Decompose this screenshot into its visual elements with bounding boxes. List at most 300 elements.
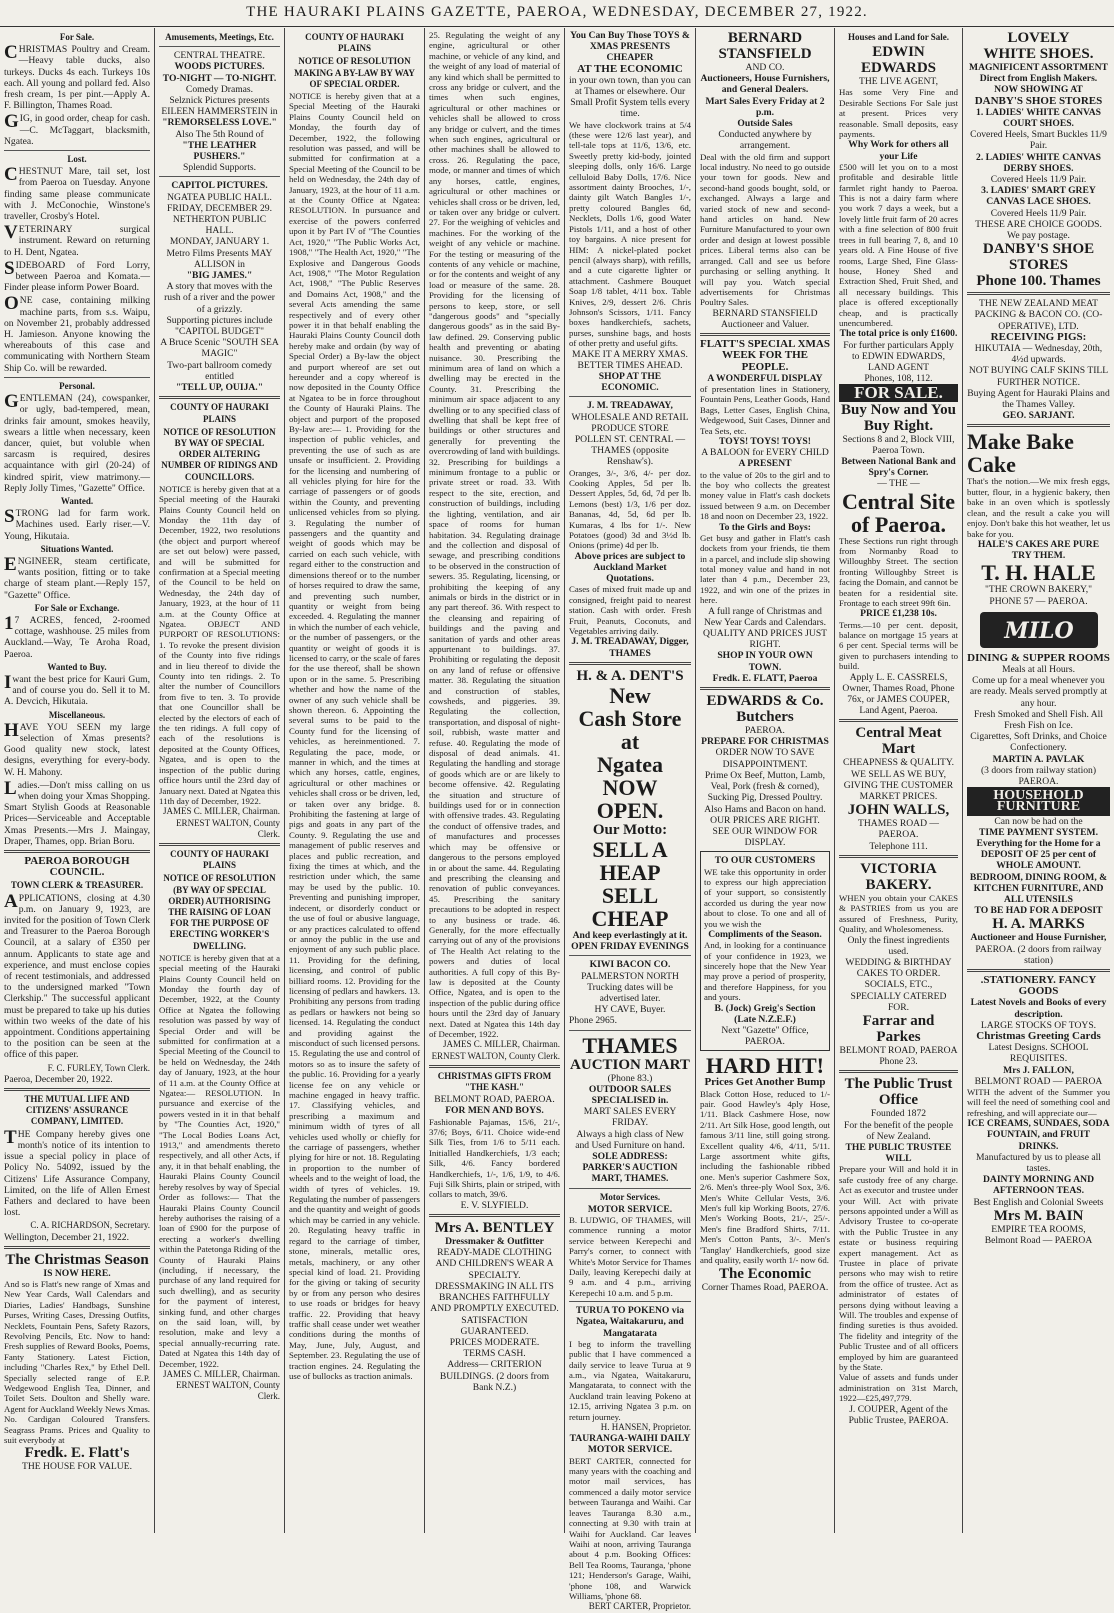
ad-body: Oranges, 3/-, 3/6, 4/- per doz. Cooking Apples, 5d per lb. Dessert Apples, 5d, 6d, 7d per lb. Lemons (best) 1/3, 1/6 per doz. Bananas, 4d, 5d, 6d per lb. Kumaras, 4 lbs for 1/-. New Potatoes (good) 3d and 3½d lb. Onions (prime) 4d per lb. (569, 467, 691, 551)
phone-number: PHONE 57 — PAEROA. (989, 595, 1088, 607)
ad-line: DRESSMAKING IN ALL ITS BRANCHES FAITHFULLY AND PROMPTLY EXECUTED. (430, 1280, 559, 1315)
ad-body: Deal with the old firm and support local industry. No need to go outside your town for goods. New and second-hand goods bought, sold, or exchanged. Always a large and varied stock of new and second-hand articles on hand. New Furniture Manufactured to your own order and design at lowest possible prices. Liberal terms also can be arranged. Call and see us before purchasing or selling anything. It will pay you. Watch special advertisements for Christmas Poultry Sales. (700, 151, 830, 308)
phone-number: Telephone 111. (869, 840, 928, 852)
ad-line: Buying Agent for Hauraki Plains and the Thames Valley. (967, 387, 1110, 411)
ad-headline: CAPITOL PICTURES. (171, 180, 268, 192)
ad-headline: THAMES (582, 1032, 678, 1058)
ad-headline: AUCTION MART (570, 1056, 690, 1073)
ad-date: MONDAY, JANUARY 1. (169, 236, 270, 248)
ad-line: Metro Films Presents MAY ALLISON in (166, 247, 273, 270)
ad-line: TERMS CASH. (463, 1348, 526, 1360)
ad-body: Cases of mixed fruit made up and consigned, freight paid to nearest station. Cash with order. Fresh Fruit, Peanuts, Coconuts, and Vegetables arriving daily. (569, 584, 691, 637)
classified-ad: ONE case, containing milking machine parts, from s.s. Waipu, on November 21, probably addressed H. Jamieson. Anyone knowing the whereabouts of this case and communicating with Northern Steam Ship Co. will be rewarded. (4, 293, 150, 374)
ad-line: OUTDOOR SALES SPECIALISED in. (588, 1083, 672, 1106)
signature: BERNARD STANSFIELD Auctioneer and Valuer. (712, 307, 818, 330)
notice-subheading: NOTICE OF RESOLUTION (BY WAY OF SPECIAL ORDER) AUTHORISING THE RAISING OF LOAN FOR THE PURPOSE OF ERECTING WORKER'S DWELLING. (163, 873, 276, 951)
advertiser-name: Mrs A. BENTLEY (434, 1220, 555, 1237)
ad-headline: New (609, 682, 651, 708)
divider (569, 1188, 691, 1189)
signature: F. C. FURLEY, Town Clerk. (47, 1062, 150, 1073)
furniture-banner: HOUSEHOLD FURNITURE (967, 787, 1110, 815)
classified-ad: 17 ACRES, fenced, 2-roomed cottage, washhouse. 25 miles from Auckland.—Way, Te Aroha Road, Paeroa. (4, 612, 150, 660)
divider (569, 396, 691, 397)
advertiser-name: BERNARD STANSFIELD (718, 30, 812, 62)
ad-line: For the benefit of the people of New Zealand. (844, 1119, 953, 1142)
advertiser-name: DANBY'S SHOE STORES (974, 94, 1103, 107)
ad-subheading: WHOLESALE AND RETAIL PRODUCE STORE (571, 411, 689, 434)
phone-number: Phones, 108, 112. (864, 373, 933, 385)
ad-body: of presentation lines in Stationery, Fountain Pens, Leather Goods, Hand Bags, Letter Cases, English China, Wedgewood, Suit Cases, Dinner and Tea Sets, etc. (700, 383, 830, 436)
ad-address: Next "Gazette" Office, PAEROA. (721, 1025, 809, 1048)
ad-body: BERT CARTER, connected for many years with the coaching and motor mail services, has commenced a daily motor service between Tauranga and Waihi. Car leaves Tauranga 8.30 a.m., connecting at 9.30 with train at Waihi for Auckland. Car leaves Waihi at noon, arriving Tauranga about 4 p.m. Booking Offices: Bell Tea Rooms, Tauranga, 'phone 121; Henderson's Garage, Waihi, 'phone 108, and Warwick Williams, 'phone 68. (569, 1455, 691, 1601)
ad-headline: The Public Trust Office (844, 1076, 953, 1109)
ad-line: A BALOON for EVERY CHILD (701, 447, 829, 459)
ad-subheading: To the Girls and Boys: (719, 521, 811, 533)
ad-headline: TO OUR CUSTOMERS (714, 855, 816, 867)
ad-subheading: RECEIVING PIGS: (990, 330, 1087, 343)
ad-line: PREPARE FOR CHRISTMAS (701, 736, 829, 748)
ad-address: Address— CRITERION BUILDINGS. (2 doors from Bank N.Z.) (439, 1359, 550, 1393)
ad-line: Above prices are subject to Auckland Market Quotations. (574, 550, 686, 585)
divider (839, 719, 958, 722)
ad-headline: FLATT'S SPECIAL XMAS WEEK FOR THE PEOPLE. (700, 338, 830, 373)
ad-address: SOLE ADDRESS: PARKER'S AUCTION MART, THAMES. (582, 1150, 678, 1185)
divider (159, 396, 280, 399)
ad-body: These Sections run right through from Normanby Road to Willoughby Street. The section fronting Willoughby Street is facing the Domain, and cannot be beaten for a residential site. Frontage to each street 99ft 6in. (839, 535, 958, 609)
advertiser-name: B. (Jock) Greig's Section (Late N.Z.E.F.) (714, 1002, 816, 1025)
notice-body: NOTICE is hereby given that at a special meeting of the Hauraki Plains County Council held on Monday the fourth day of December, 1922, at the County Office at Ngatea the following resolution was passed by way of Special Order and will be submitted for confirmation at a Special Meeting of the Council to be held on Wednesday, the 24th day of January, 1923, at the hour of 11 a.m. at the County Office at Ngatea:— RESOLUTION. In pursuance and exercise of the powers vested in it in that behalf by "The Counties Act, 1920," "The Local Bodies Loans Act, 1913," and amendments thereto respectively, and all other Acts, if any, it in that behalf enabling, the Hauraki Plains County Council hereby resolves by way of Special Order as follows:— That the Hauraki Plains County Council hereby authorises the raising of a loan of £900 for the purpose of erecting a worker's dwelling within the Patetonga Riding of the County of Hauraki Plains (including, if necessary, the purchase of any land required for such dwelling), and as security for the payment of interest, sinking fund, and other charges on the said loan, will, by resolution, make and levy a special annually-recurring rate. Dated at Ngatea this 14th day of December, 1922. (159, 952, 280, 1369)
column-1 (0, 28, 155, 1533)
ad-subheading: THE LIVE AGENT, (859, 76, 938, 88)
advertiser-name: KIWI BACON CO. (589, 959, 671, 971)
venue-name: CENTRAL THEATRE. (173, 50, 266, 62)
notice-body: APPLICATIONS, closing at 4.30 p.m. on January 9, 1923, are invited for the position of Town Clerk and Treasurer to the Paeroa Borough Council, at a salary of £350 per annum. Applicants to state age and experience, and must enclose copies of recent testimonials, and addressed to the undersigned marked "Town Clerkship." The successful applicant must be prepared to take up his duties within two weeks of the date of his appointment. Conditions appertaining to the position can be seen at the office of this paper. (4, 890, 150, 1061)
divider (569, 662, 691, 665)
ad-line: SHOP IN YOUR OWN TOWN. (717, 650, 813, 673)
ad-line: Cigarettes, Soft Drinks, and Choice Confectionery. (970, 731, 1107, 754)
advertiser-name: E. V. SLYFIELD. (460, 1199, 529, 1211)
ad-line: Trucking dates will be advertised later. (587, 981, 673, 1004)
ad-line: Also The 5th Round of (175, 128, 264, 140)
ad-subheading: MAGNIFICENT ASSORTMENT Direct from English Makers. NOW SHOWING AT (969, 62, 1108, 96)
ad-line: Only the finest ingredients used. (847, 934, 950, 957)
section-heading: Houses and Land for Sale. (847, 32, 950, 42)
advertiser-name: Fredk. E. Flatt's (24, 1445, 130, 1462)
ad-line: LARGE STOCKS OF TOYS. (980, 1019, 1097, 1031)
phone-number: Phone 2965. (569, 1015, 617, 1027)
ad-headline: CHRISTMAS GIFTS FROM "THE KASH." (437, 1070, 552, 1093)
column-2 (155, 28, 285, 1533)
ad-line: THESE ARE CHOICE GOODS. (975, 218, 1102, 230)
divider (4, 377, 150, 378)
ad-line: OUR PRICES ARE RIGHT. (710, 814, 820, 826)
advertiser-name: The Economic (718, 1265, 812, 1282)
ad-headline: TAURANGA-WAIHI DAILY MOTOR SERVICE. (569, 1433, 691, 1456)
phone-number: Phone 100. Thames (976, 273, 1101, 290)
ad-line: Splendid Supports. (182, 162, 257, 174)
signature: HY CAVE, Buyer. (594, 1004, 666, 1016)
ad-address: Corner Thames Road, PAEROA. (701, 1281, 829, 1293)
ad-line: BEDROOM, DINING ROOM, & KITCHEN FURNITURE, AND ALL UTENSILS (969, 871, 1108, 905)
notice-subheading: NOTICE OF RESOLUTION BY WAY OF SPECIAL ORDER ALTERING NUMBER OF RIDINGS AND COUNCILLORS. (161, 426, 278, 482)
advertiser-name: T. H. HALE (981, 560, 1096, 586)
ad-line: ORDER NOW TO SAVE DISAPPOINTMENT. (715, 747, 815, 770)
notice-body: NOTICE is hereby given that at a Special meeting of the Hauraki Plains County Council held on Monday the 11th day of December, 1922, two resolutions (the object and purport whereof are set out below) were passed, and will be submitted for confirmation at a Special meeting of the Council to be held on Wednesday, the 24th day of January, 1923, at the hour of 11 a.m. at the County Office at Ngatea. OBJECT AND PURPORT OF RESOLUTIONS: 1. To revoke the present division of the County into five ridings and in lieu thereof to divide the County into ten ridings. 2. To alter the number of Councillors from five to ten. 3. To provide that one Councillor shall be elected by the electors of each of the ten ridings. A full copy of each of the resolutions is deposited at the County Offices, Ngatea, and is open to the inspection of the public during office hours until the 23rd day of January next. Dated at Ngatea this 11th day of December, 1922. (159, 483, 280, 806)
ad-line: OPEN FRIDAY EVENINGS (571, 941, 689, 953)
ad-line: Always a high class of New and Used Furniture on hand. (575, 1128, 685, 1151)
ad-headline: TURUA TO POKENO via Ngatea, Waitakaruru, and Mangatarata (575, 1305, 685, 1339)
ad-headline: Ngatea (597, 751, 663, 777)
signature: C. A. RICHARDSON, Secretary. (30, 1220, 150, 1231)
ad-line: PRICE £1,238 10s. (860, 608, 937, 620)
ad-subheading: Compliments of the Season. (708, 928, 822, 940)
ad-line: "THE CROWN BAKERY," (984, 584, 1093, 596)
masthead: THE HAURAKI PLAINS GAZETTE, PAEROA, WEDNESDAY, DECEMBER 27, 1922. (0, 4, 1114, 27)
advertiser-name: Farrar and Parkes (862, 1012, 935, 1045)
ad-body: B. LUDWIG, OF THAMES, will commence running a motor service between Kerepechi and Parry's corner, to connect with White's Motor Service for Thames Daily, leaving Kerepechi daily at 9 a.m. and 4 p.m., arriving Kerepechi 10 a.m. and 5 p.m. (569, 1214, 691, 1298)
ad-headline: Make Bake Cake (967, 429, 1074, 478)
signature: GEO. SARJANT. (1002, 410, 1075, 422)
ad-address: THAMES ROAD — PAEROA. (857, 818, 940, 841)
ad-line: SOCIALS, ETC., SPECIALLY CATERED FOR. (850, 979, 947, 1013)
divider (839, 855, 958, 858)
notice-subheading: TOWN CLERK & TREASURER. (10, 880, 144, 891)
section-heading: Situations Wanted. (40, 543, 114, 554)
ad-body: Value of assets and funds under administration on 31st March, 1922—£25,497,779. (839, 1372, 958, 1404)
notice-body: 25. Regulating the weight of any engine, agricultural or other machine, or vehicle of any kind, and the weight of any load of material of any kind which shall be permitted to cross any bridge or culvert, and the times when such engines, agricultural or other machines or vehicles shall be allowed to cross any bridge or culvert, and the times when such engines, agricultural or other machines shall be allowed to cross. 26. Regulating the pace, mode, or manner and times of which any horses, cattle, engines, agricultural or other machines or vehicles shall cross or be driven, led, or taken over any bridge or culvert. 27. For the weighing of vehicles and machines. For the working of the weight of any vehicle or machine. For the testing or measuring of the contents of any vehicle or machine, or for the contents and weight of any load or measure of the same. 28. Providing for the licensing of persons to keep, store, or sell "dangerous goods" and "specially dangerous goods" as in the said By-law defined. 29. Conserving public health and preventing or abating nuisance. 30. Prescribing the minimum area of land on which a dwelling may be erected in the County. 31. Prescribing the minimum air space adjacent to any dwelling or to any specified class of dwelling that shall be kept free of buildings or other structures and generally for preventing the overcrowding of land with buildings. 32. Prescribing for buildings a minimum frontage to a public or private street or road. 33. With respect to the site, erection, and construction of buildings, including the lighting, ventilation, and air space of rooms for human habitation. 34. Regulating drainage and the collection and disposal of sewage, and prescribing conditions to be observed in the construction of sewers. 35. Regulating, licensing, or prohibiting the keeping of any animals or birds in the district or in any part thereof. 36. With respect to the cleansing and repairing of buildings and the paving and sanitation of yards and other areas appurtenant to buildings. 37. Prohibiting or regulating the deposit on any land of refuse or offensive matter. 38. Regulating the situation and construction of stables, cowsheds, and piggeries. 39. Regulating the collection, transportation, and disposal of night-soil, rubbish, waste matter and refuse. 40. Regulating the mode of disposal of dead animals. 41. Regulating the handling and storage of goods which are or are likely to become offensive. 42. Regulating the situation and structure of buildings used for or in connection with offensive trades. 43. Regulating the conduct of offensive trades, and of manufactures and processes which may be offensive or dangerous to the persons employed in or about the same. 44. Regulating and prescribing the cleansing and renovation of public conveyances. 45. Prescribing the sanitary precautions to be adopted in respect to any business or trade. 46. Generally, for the more effectually carrying out of any of the provisions of The Health Act relating to the powers and duties of local authorities. A full copy of this By-law is deposited at the County Office, Ngatea, and is open to the inspection of the public during office hours until the 23rd day of January next. Dated at Ngatea this 14th day of December, 1922. (429, 30, 560, 1039)
ad-body: WE take this opportunity in order to express our high appreciation of your support, so consistently accorded us during the year now about to close. To one and all of you we wish the (704, 866, 826, 929)
ad-line: Comedy Dramas. (185, 83, 254, 95)
ad-body: I beg to inform the travelling public that I have commenced a daily service to leave Turua at 9 a.m., via Ngatea, Waitakaruru, Mangatarata, to connect with the Auckland train leaving Pokeno at 12.15, arriving Ngatea 3 p.m. on return journey. (569, 1338, 691, 1422)
section-heading: For Sale. (59, 32, 95, 42)
ad-body: Terms.—10 per cent. deposit, balance on mortgage 15 years at 6 per cent. Special terms will be given to purchasers intending to build. (839, 619, 958, 672)
divider (569, 955, 691, 956)
ad-line: HIKUTAIA — Wednesday, 20th, 4½d upwards. (974, 343, 1103, 366)
ad-line: Fresh Smoked and Shell Fish. All Fresh Fish on Ice. (974, 708, 1103, 731)
column-5 (565, 28, 696, 1612)
section-heading: Miscellaneous. (48, 709, 106, 720)
ad-line: A Bruce Scenic "SOUTH SEA MAGIC" (160, 337, 279, 360)
section-heading: Amusements, Meetings, Etc. (165, 32, 274, 42)
ad-line: WEDDING & BIRTHDAY CAKES TO ORDER. (845, 956, 952, 980)
ad-address: POLLEN ST. CENTRAL — THAMES (opposite Renshaw's). (574, 433, 686, 468)
ad-line: Come up for a meal whenever you are ready. Meals served promptly at any hour. (969, 675, 1108, 709)
ad-subheading: Christmas Greeting Cards (976, 1030, 1101, 1043)
divider (700, 333, 830, 336)
ad-body: Black Cotton Hose, reduced to 1/- pair. Good Hawley's 4ply Hose, 1/11. Black Cashmere Hose, now 2/11. Art Silk Hose, good length, out famous 3/11 line, still going strong. Excellent quality 4/6, 4/11, 5/11. Large assortment white gifts, including the fashionable ribbed one. Men's superior Cashmere Sox, 2/6. Men's three-ply Wool Sox, 3/6. Men's White Cellular Vests, 3/6. Men's full kip Working Boots, 27/6. Men's Working Boots, 21/-, 25/-. Men's fine Bradford Shirts, 7/11. Men's Cotton Pants, 3/-. Men's 'Tanglay' Handkerchiefs, good size and quality, easily worth 1/- now 6d. (700, 1088, 830, 1266)
ad-subheading: Dressmaker & Outfitter (445, 1236, 544, 1248)
classified-ad: GENTLEMAN (24), cowspanker, or ugly, bad-tempered, mean, drinks fair amount, smokes heavily, swears a little when necessary, keen dancer, quiet, but voluble when sarcasm is required, desires acquaintance with girl (20-24) of kindred spirit, view matrimony.—Reply Jolly Times, "Gazette" Office. (4, 391, 150, 494)
advertiser-slogan: THE HOUSE FOR VALUE. (22, 1461, 132, 1473)
ad-headline: The Christmas Season (5, 1251, 149, 1268)
classified-ad: CHESTNUT Mare, tail set, lost from Paeroa on Tuesday. Anyone finding same please communicate with J. McConochie, Winstone's traveller, Crosby's Hotel. (4, 164, 150, 223)
ad-line: Meals at all Hours. (1001, 663, 1075, 675)
classified-ad: SIDEBOARD of Ford Lorry, between Paeroa and Komata.—Finder please inform Power Board. (4, 257, 150, 294)
ad-line: Apply L. E. CASSRELS, Owner, Thames Road, Phone 76x, or JAMES COUPER, Land Agent, Paeroa. (842, 671, 955, 717)
ad-line: AND CO. (745, 62, 785, 73)
ad-line: Selznick Pictures presents EILEEN HAMMERSTEIN in (161, 95, 278, 118)
signature: J. COUPER, Agent of the Public Trustee, PAEROA. (848, 1403, 949, 1426)
ad-line: SEE OUR WINDOW FOR DISPLAY. (712, 825, 818, 849)
milo-logo-image (979, 611, 1099, 649)
notice-body: NOTICE is hereby given that at a Special Meeting of the Hauraki Plains County Council held on Monday, the fourth day of December, 1922, the following resolution was passed, and will be submitted for confirmation at a Special Meeting of the Council to be held on Wednesday, the 24th day of January, 1923, at the hour of 11 a.m. at the County Office at Ngatea: RESOLUTION. In pursuance and exercise of the powers conferred upon it by Part IV of "The Counties Act, 1920," "The Public Works Act, 1908," "The Health Act, 1920," "The Explosive and Dangerous Goods Act, 1908," "The Motor Regulation Act, 1908," "The Public Reserves and Domains Act, 1908," and the several Acts amending the same respectively and of every other power it in that behalf enabling the Hauraki Plains County Council doth hereby make and ordain (by way of Special Order) a By-law the object and purport whereof are set out hereunder and a copy whereof is now deposited in the County Office at Ngatea to be in force throughout the County of Hauraki Plains. The object and purport of the proposed By-law are:— 1. Providing for the inspection of public vehicles, and preventing the use of such as are unsafe or insufficient. 2. Providing for the licensing and numbering of all vehicles plying for hire for the carriage of passengers or of goods within the County, and preventing unlicensed vehicles from so plying. 3. Regulating the number of passengers and the quantity and weight of goods which may be carried on each such vehicle, with regard either to the construction and dimensions thereof or to the number of horses required to draw the same, and preventing such number, quantity or weight from being exceeded. 4. Regulating the manner in which the number of each vehicle, or the number of passengers, or the quantity or weight of goods it is licensed to carry, or the scale of fares for the use thereof, shall be shown upon or in the same. 5. Prescribing whether and how the name of the owner of any such vehicle shall be shown thereon. 6. Appointing the several sums to be paid to the County fund for the licensing of vehicles, as hereinmentioned. 7. Regulating the pace, mode, or manner in which, and the times at which any horses, cattle, engines, agricultural or other machines or vehicles shall cross or be driven, led, or taken over any bridge. 8. Prohibiting the fastening at large of pigs and goats in any part of the County. 9. Regulating the use and management of public reserves and places and public recreation, and fixing the times at which, and the restriction under which, the same may be used by the public. 10. Preventing and punishing improper, indecent, or disorderly conduct or the use of foul or abusive language, or any practices calculated to offend or annoy the public in the use and enjoyment of any such public place. 11. Providing for the defining, licensing, and control of public billiard rooms. 12. Providing for the licensing of pedlars and hawkers. 13. Prohibiting any persons from trading as pedlars or hawkers not being so licensed. 14. Regulating the conduct and providing against the misconduct of such licensed persons. 15. Regulating the use and control of motors so as to insure the safety of the public. 16. Providing for a yearly license fee on any vehicle or machine engaged in heavy traffic. 17. Classifying vehicles, and prescribing a maximum and minimum width of tyres of all vehicles used wholly or chiefly for the carriage of passengers, whether plying for hire or not. 18. Regulating in proportion to the number of wheels and to the weight of load, the width of tyres of vehicles. 19. Regulating the number of passengers and the quantity and weight of goods which may be carried in any vehicle. 20. Regulating heavy traffic in regard to the carriage of timber, stone, minerals, metallic ores, metals, machinery, or any other special kind of load. 21. Providing for the giving or taking of security by or from any person who desires to use roads or bridges for heavy traffic. 22. Providing that heavy traffic shall cease under wet weather conditions during the months of May, June, July, August, and September. 23. Regulating the use of traction engines. 24. Regulating the use of bullocks as traction animals. (289, 91, 420, 1381)
signature: BERT CARTER, Proprietor. (588, 1601, 691, 1612)
ad-address: PAEROA. (2 doors from railway station) (975, 943, 1102, 966)
ad-subheading: Butchers (736, 709, 794, 726)
classified-ad: CHRISTMAS Poultry and Cream.—Heavy table ducks, also turkeys. Ducks 4s each. Turkeys 10s each. All young and pollard fed. Also fresh cream, 1s per pint.—Apply A. F. Billington, Thames Road. (4, 42, 150, 112)
film-title: "TELL UP, OUIJA." (175, 382, 264, 394)
signature: JAMES C. MILLER, Chairman. ERNEST WALTON, County Clerk. (163, 806, 280, 839)
classified-ad: ENGINEER, steam certificate, wants position, fitting or to take charge of steam plant.—Reply 157, "Gazette" Office. (4, 553, 150, 601)
ad-line: SHOP AT THE ECONOMIC. (598, 370, 662, 394)
advertiser-name: EDWARDS & Co. (706, 693, 824, 710)
column-4 (425, 28, 565, 1533)
ad-line: For further particulars Apply to EDWIN EDWARDS, LAND AGENT (843, 339, 954, 373)
notice-heading: PAEROA BOROUGH COUNCIL. (24, 855, 130, 879)
ad-line: NOT BUYING CALF SKINS TILL FURTHER NOTICE. (968, 365, 1109, 388)
ad-body: Fashionable Pajamas, 15/6, 21/-, 37/6; Boys, 6/11. Choice wide-end Silk Ties, from 1/6 to 5/11 each. Initialled Handkerchiefs, 1/3 each; Silk, 4/6. Fancy bordered Handkerchiefs, 1/-, 1/6, 1/9, to 4/6. Fuji Silk Shirts, plain or striped, with collars to match, 39/6. (429, 1116, 560, 1200)
film-title: "BIG JAMES." (186, 270, 253, 282)
ad-subheading: Prices Get Another Bump (704, 1076, 826, 1089)
ad-subheading: THE PUBLIC TRUSTEE WILL (845, 1141, 952, 1165)
divider (4, 850, 150, 853)
ad-line: Manufactured by us to please all tastes. (976, 1151, 1101, 1175)
ad-subheading: Why Work for others all your Life (848, 139, 949, 162)
dateline: Wellington, December 21, 1922. (4, 1231, 129, 1243)
ad-headline: MOTOR SERVICE. (587, 1203, 673, 1215)
dateline: Paeroa, December 20, 1922. (4, 1073, 113, 1085)
ad-headline: VICTORIA BAKERY. (860, 860, 937, 893)
for-sale-banner: FOR SALE. (839, 384, 958, 401)
ad-line: QUALITY AND PRICES JUST RIGHT. (702, 628, 828, 651)
divider (700, 687, 830, 690)
advertiser-name: EDWIN EDWARDS (860, 44, 936, 77)
ad-headline: Central Meat Mart (855, 725, 942, 758)
ad-address: BELMONT ROAD, PAEROA (839, 1044, 958, 1056)
ad-line: And keep everlastingly at it. (572, 929, 688, 941)
divider (967, 424, 1110, 427)
section-heading: Lost. (67, 154, 87, 165)
classified-ad: HAVE YOU SEEN my large selection of Xmas presents? Good quality new stock, latest designs, everything for every-body. W. H. Mahony. (4, 719, 150, 778)
customers-notice-box (700, 851, 830, 1051)
list-item: Covered Heels 11/9 Pair. (990, 207, 1087, 219)
column-3 (285, 28, 425, 1533)
column-6 (696, 28, 835, 1533)
ad-subheading: A WONDERFUL DISPLAY (707, 372, 823, 384)
logo-text: MILO (1003, 617, 1074, 644)
ad-line: A story that moves with the rush of a river and the power of a grizzly. (164, 281, 275, 315)
ad-line: Can now be had on the (994, 815, 1083, 827)
ad-body: Has some Very Fine and Desirable Sections For Sale just at present. Prices very reasonable. Small deposits, easy payments. (839, 87, 958, 140)
film-title: "THE LEATHER PUSHERS." (182, 139, 257, 163)
ad-address: BELMONT ROAD, PAEROA. (434, 1094, 555, 1106)
ad-body: Get busy and gather in Flatt's cash dockets from your friends, tie them in a parcel, and include slip showing total money value and hand in not later than 4 p.m., December 23, 1922, and win one of the prizes in here. (700, 532, 830, 606)
ad-headline: SELL A HEAP (592, 836, 668, 885)
ad-subheading: FOR MEN AND BOYS. (445, 1105, 544, 1117)
venue-name: NGATEA PUBLIC HALL. (167, 191, 272, 203)
divider (967, 969, 1110, 972)
ad-subheading: ICE CREAMS, SUNDAES, SODA FOUNTAIN, and FRUIT DRINKS. (967, 1118, 1110, 1152)
divider (159, 843, 280, 846)
ad-line: Latest Novels and Books of every description. (970, 997, 1107, 1020)
advertiser-name: Fredk. E. FLATT, Paeroa (712, 672, 818, 684)
divider (4, 1246, 150, 1249)
ad-body: That's the notion.—We mix fresh eggs, butter, flour, in a hygienic bakery, then bake in an oven which is spotlessly clean, and the result a cake you will enjoy. Don't bake this hot weather, let us bake for you. (967, 476, 1110, 539)
ad-headline: HARD HIT! (706, 1053, 824, 1079)
ad-subheading: TIME PAYMENT SYSTEM. (979, 826, 1098, 838)
ad-line: — THE — (877, 478, 920, 490)
divider (4, 1088, 150, 1091)
divider (839, 1070, 958, 1073)
ad-headline: You Can Buy Those TOYS & XMAS PRESENTS CHEAPER (570, 30, 690, 64)
ad-headline: WOODS PICTURES. (174, 61, 265, 73)
ad-subheading: TOYS! TOYS! TOYS! (719, 435, 811, 447)
ad-headline: WHITE SHOES. (983, 46, 1094, 62)
ad-headline: NOW OPEN. (596, 774, 664, 823)
ad-subheading: Auctioneer and House Furnisher, (970, 932, 1107, 944)
ad-subheading: Mart Sales Every Friday at 2 p.m. (705, 95, 825, 118)
ad-line: MART SALES EVERY FRIDAY. (583, 1106, 677, 1129)
ad-body: And, in looking for a continuance of your confidence in 1923, we sincerely hope that the New Year may prove a period of prosperity, and therefore Happiness, for you and yours. (704, 940, 826, 1003)
list-item: Covered Heels 11/9 Pair. (990, 174, 1087, 186)
ad-headline: Central Site of Paeroa. (841, 488, 956, 537)
signature: H. HANSEN, Proprietor. (600, 1422, 691, 1433)
ad-body: WITH the advent of the Summer you will feel the need of something cool and refreshing, and will appreciate our— (967, 1087, 1110, 1118)
advertiser-name: JOHN WALLS, (847, 802, 950, 819)
notice-heading: COUNTY OF HAURAKI PLAINS (170, 848, 269, 871)
ad-line: Sections 8 and 2, Block VIII, Paeroa Town. (842, 433, 955, 456)
phone-number: (Phone 83.) (607, 1072, 653, 1084)
ad-line: Two-part ballroom comedy entitled (167, 359, 272, 382)
advertiser-name: H. A. MARKS (992, 916, 1085, 933)
ad-headline: THE NEW ZEALAND MEAT PACKING & BACON CO. (CO-OPERATIVE), LTD. (974, 298, 1103, 332)
divider (967, 292, 1110, 295)
column-7 (835, 28, 963, 1533)
signature: JAMES C. MILLER, Chairman. ERNEST WALTON, County Clerk. (431, 1039, 560, 1061)
divider (159, 46, 280, 47)
ad-headline: SELL CHEAP (591, 882, 669, 931)
ad-subheading: AT THE ECONOMIC (577, 62, 683, 75)
list-item: 1. LADIES' WHITE CANVAS COURT SHOES. (976, 106, 1101, 130)
section-heading: For Sale or Exchange. (34, 602, 120, 613)
ad-subheading: Auctioneers, House Furnishers, and General Dealers. (700, 73, 830, 96)
ad-body: Prepare your Will and hold it in safe custody free of any charge. Act as executor and trustee under your Will. Act with private persons appointed under a Will as Advisory Trustee to co-operate with the Public Trustee in any estate or business requiring expert management. Act as Trustee in place of private persons who may wish to retire from the office of trustee. Act as administrator of estates of persons dying without leaving a Will. The troubles and expense of finding sureties is thus avoided. The fidelity and integrity of the Public Trustee and of all officers employed by him are guaranteed by the State. (839, 1164, 958, 1373)
divider (569, 1301, 691, 1302)
section-heading: Motor Services. (599, 1191, 661, 1202)
ad-body: We have clockwork trains at 5/4 (these were 12/6 last year), and tell-tale tops at 11/6, 13/6, etc. Sweetly pretty kid-body, jointed sleeping dolls, only 16/6. Large celluloid Baby Dolls, 17/6. Nice assortment dainty Brooches, 1/-, dainty gilt Watch Bangles 1/-, pretty coloured Bangles 6d, Necklets, Dolls 1/6, good Water Pistols 1/11, and a host of other toy bargains. A nice present for HIM: A nickel-plated pocket pencil (always sharp), with refills, and a cute cigarette lighter or attachment. Cashmere Bouquet Soap 1/8 tablet, 4/11 box. Table Knives, 2/9, dessert 2/6. Chris Johnson's Scissors, 1/11. Fancy boxes handkerchiefs, sachets, purses, sunshine bags, and hosts of other pretty and useful gifts. (569, 119, 691, 349)
ad-subheading: EMPIRE TEA ROOMS, (991, 1223, 1086, 1235)
ad-line: A full range of Christmas and New Year Cards and Calendars. (703, 605, 827, 628)
ad-line: Best English and Colonial Sweets (973, 1196, 1104, 1208)
ad-date: FRIDAY, DECEMBER 29. (166, 202, 273, 214)
ad-body: to the value of 20s to the girl and to the boy who collects the greatest money value in Flatt's cash dockets issued between 9 a.m. on December 18 and noon on December 23, 1922. (700, 469, 830, 522)
ad-line: Also Hams and Bacon on hand. (704, 803, 826, 815)
ad-line: PRICES MODERATE. (449, 1336, 540, 1348)
ad-headline: Cash Store at (578, 705, 682, 754)
signature: JAMES C. MILLER, Chairman. ERNEST WALTON, County Clerk. (163, 1369, 280, 1402)
divider (569, 1030, 691, 1031)
ad-line: DAINTY MORNING AND AFTERNOON TEAS. (982, 1174, 1095, 1197)
ad-body: And so is Flatt's new range of Xmas and New Year Cards, Wall Calendars and Diaries, Ladies' Handbags, Sunshine Purses, Writing Cases, Dressing Outfits, Necklets, Fountain Pens, Safety Razors, Revolving Pencils, Etc. Now to hand: Fresh supplies of Reward Books, Poems, Fanty Stationery. Latest Fiction, including "Charles Rex," by Ethel Dell. Specially selected range of E.P. Wedgewood English Tea, Dinner, and Toilet Sets. Doulton and Shelly ware. Agent for Auckland Weekly News Xmas. No. Cardigan Coloured Transfers. Seagrass Prams. Prices and Quality to suit everybody at (4, 1278, 150, 1446)
ad-line: TO BE HAD FOR A DEPOSIT (974, 905, 1103, 917)
section-heading: Wanted. (60, 495, 94, 506)
ad-line: MAKE IT A MERRY XMAS. BETTER TIMES AHEAD. (572, 348, 688, 371)
ad-line: Outside Sales (737, 118, 793, 130)
ad-address: BELMONT ROAD — PAEROA (974, 1075, 1103, 1087)
ad-line: in your own town, than you can at Thames or elsewhere. Our Small Profit System tells every time. (569, 74, 691, 120)
advertiser-name: Mrs M. BAIN (993, 1207, 1084, 1224)
ad-subheading: A PRESENT (738, 458, 792, 470)
ad-line: Conducted anywhere by arrangement. (718, 129, 812, 152)
classified-ad: Ladies.—Don't miss calling on us when doing your Xmas Shopping. Smart Stylish Goods at Reasonable Prices—Serviceable and Acceptable Xmas Presents.—Mrs J. Maingay, Draper, Thames, opp. Brian Boru. (4, 777, 150, 847)
ad-body: WHEN you obtain your CAKES & PASTRIES from us you are assured of Freshness, Purity, Quality, and Wholesomeness. (839, 892, 958, 935)
ad-headline: DINING & SUPPER ROOMS (967, 651, 1110, 664)
ad-line: Latest Designs. SCHOOL REQUISITES. (988, 1042, 1089, 1065)
divider (429, 1065, 560, 1068)
ad-line: Supporting pictures include "CAPITOL BUDGET" (166, 314, 273, 338)
advertiser-name: MARTIN A. PAVLAK (992, 753, 1085, 765)
section-heading: Wanted to Buy. (47, 661, 107, 672)
ad-headline: .STATIONERY. FANCY GOODS (980, 974, 1097, 998)
list-item: Covered Heels, Smart Buckles 11/9 Pair. (970, 129, 1107, 152)
ad-line: CHEAPNESS & QUALITY. WE SELL AS WE BUY, GIVING THE CUSTOMER MARKET PRICES. (843, 757, 954, 803)
advertiser-name: DANBY'S SHOE STORES (982, 241, 1095, 274)
list-item: 2. LADIES' WHITE CANVAS DERBY SHOES. (976, 151, 1101, 174)
ad-subheading: TO-NIGHT — TO-NIGHT. (162, 72, 277, 84)
ad-address: Belmont Road — PAEROA (984, 1235, 1093, 1247)
notice-heading: THE MUTUAL LIFE AND CITIZENS' ASSURANCE COMPANY, LIMITED. (24, 1094, 130, 1127)
ad-headline: LOVELY (1007, 30, 1070, 46)
ad-headline: Buy Now and You Buy Right. (841, 401, 956, 434)
ad-subheading: Between National Bank and Spry's Corner. (841, 455, 956, 479)
list-item: 3. LADIES' SMART GREY CANVAS LACE SHOES. (981, 185, 1096, 208)
advertiser-name: J. M. TREADAWAY, (587, 400, 673, 412)
notice-body: THE Company hereby gives one month's notice of its intention to issue a special policy in place of Policy No. 54092, issued by the Citizens' Life Assurance Company, Limited, on the life of Allen Ernest Fathers and declared to have been lost. (4, 1126, 150, 1219)
column-8 (963, 28, 1114, 1533)
ad-address: (3 doors from railway station) PAEROA. (980, 764, 1097, 787)
advertiser-name: H. & A. DENT'S (576, 667, 684, 684)
notice-heading: COUNTY OF HAURAKI PLAINS (170, 402, 269, 424)
notice-heading: COUNTY OF HAURAKI PLAINS (305, 32, 404, 54)
classified-ad: GIG, in good order, cheap for cash.—C. McTaggart, blacksmith, Ngatea. (4, 111, 150, 147)
film-title: "REMORSELESS LOVE." (162, 117, 277, 129)
ad-address: PAEROA. (745, 725, 785, 737)
venue-name: NETHERTON PUBLIC HALL. (172, 214, 267, 237)
ad-line: We pay postage. (1007, 230, 1070, 242)
ad-line: Prime Ox Beef, Mutton, Lamb, Veal, Pork (fresh & corned), Sucking Pig, Dressed Poultry. (704, 769, 826, 804)
phone-number: Phone 23. (879, 1056, 918, 1068)
divider (429, 1214, 560, 1217)
ad-address: PALMERSTON NORTH (581, 970, 679, 982)
ad-line: The total price is only £1600. (839, 328, 958, 340)
ad-line: HALE'S CAKES ARE PURE TRY THEM. (977, 538, 1100, 562)
ad-subheading: IS NOW HERE. (43, 1267, 111, 1279)
ad-subheading: Our Motto: (592, 821, 668, 838)
ad-line: SATISFACTION GUARANTEED. (460, 1314, 529, 1337)
notice-subheading: NOTICE OF RESOLUTION MAKING A BY-LAW BY WAY OF SPECIAL ORDER. (294, 56, 415, 89)
advertiser-name: Mrs J. FALLON, (1003, 1064, 1074, 1076)
divider (159, 176, 280, 177)
classified-ad: STRONG lad for farm work. Machines used. Early riser.—V. Young, Hikutaia. (4, 506, 150, 542)
classified-ad: VETERINARY surgical instrument. Reward on returning to H. Dent, Ngatea. (4, 222, 150, 258)
divider (4, 150, 150, 151)
signature: J. M. TREADAWAY, Digger, THAMES (571, 636, 689, 659)
ad-line: Everything for the Home for a DEPOSIT OF 25 per cent of WHOLE AMOUNT. (976, 837, 1101, 872)
section-heading: Personal. (59, 380, 95, 391)
classified-ad: Iwant the best price for Kauri Gum, and of course you do. Sell it to M. A. Devcich, Hikutaia. (4, 671, 150, 708)
ad-body: £500 will let you on to a most profitable and desirable little farmlet right handy to Paeroa. This is not a dairy farm where you work 7 days a week, but a lovely little fruit farm of 20 acres with a fine selection of 800 fruit trees in full bearing 7, 8, and 10 years old. A Fine House of five rooms, Large Shed, Fine Glass-house, Honey Shed and Extraction Shed, Fruit Shed, and all necessary buildings. This place is offered exceptionally cheap, and is practically unencumbered. (839, 161, 958, 328)
ad-line: READY-MADE CLOTHING AND CHILDREN'S WEAR A SPECIALTY. (435, 1247, 554, 1281)
